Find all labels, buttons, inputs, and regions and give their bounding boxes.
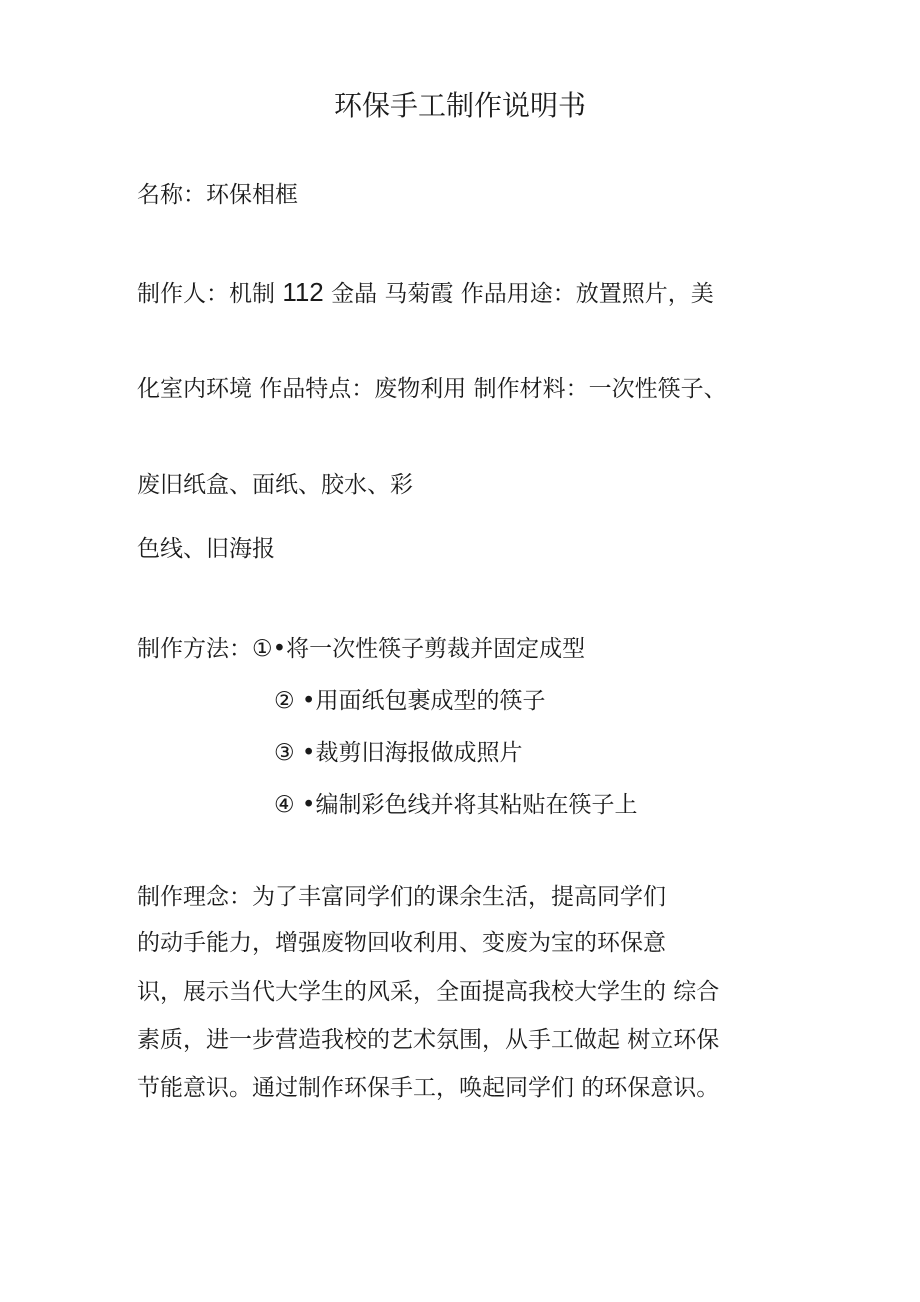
concept-line-3: 识，展示当代大学生的风采，全面提高我校大学生的 综合 (137, 979, 720, 1005)
concept-line-4: 素质，进一步营造我校的艺术氛围，从手工做起 树立环保 (137, 1027, 720, 1053)
name-line: 名称：环保相框 (137, 182, 298, 208)
maker-suffix: 金晶 马菊霞 作品用途：放置照片，美 (323, 281, 714, 307)
maker-prefix: 制作人：机制 (137, 281, 283, 307)
concept-line-5: 节能意识。通过制作环保手工，唤起同学们 的环保意识。 (137, 1075, 720, 1101)
document-title: 环保手工制作说明书 (333, 89, 586, 122)
method-step-3: ③ •裁剪旧海报做成照片 (274, 740, 523, 766)
description-line-4: 废旧纸盒、面纸、胶水、彩 (137, 472, 413, 498)
description-line-3: 化室内环境 作品特点：废物利用 制作材料：一次性筷子、 (137, 376, 727, 402)
maker-line (137, 277, 714, 309)
method-step-1: 制作方法：①•将一次性筷子剪裁并固定成型 (137, 636, 586, 662)
concept-line-2: 的动手能力，增强废物回收利用、变废为宝的环保意 (137, 930, 666, 956)
class-number: 112 (282, 277, 324, 307)
method-step-4: ④ •编制彩色线并将其粘贴在筷子上 (274, 792, 638, 818)
method-step-2: ② •用面纸包裹成型的筷子 (274, 688, 546, 714)
concept-line-1: 制作理念：为了丰富同学们的课余生活，提高同学们 (137, 884, 666, 910)
description-line-5: 色线、旧海报 (137, 536, 275, 562)
